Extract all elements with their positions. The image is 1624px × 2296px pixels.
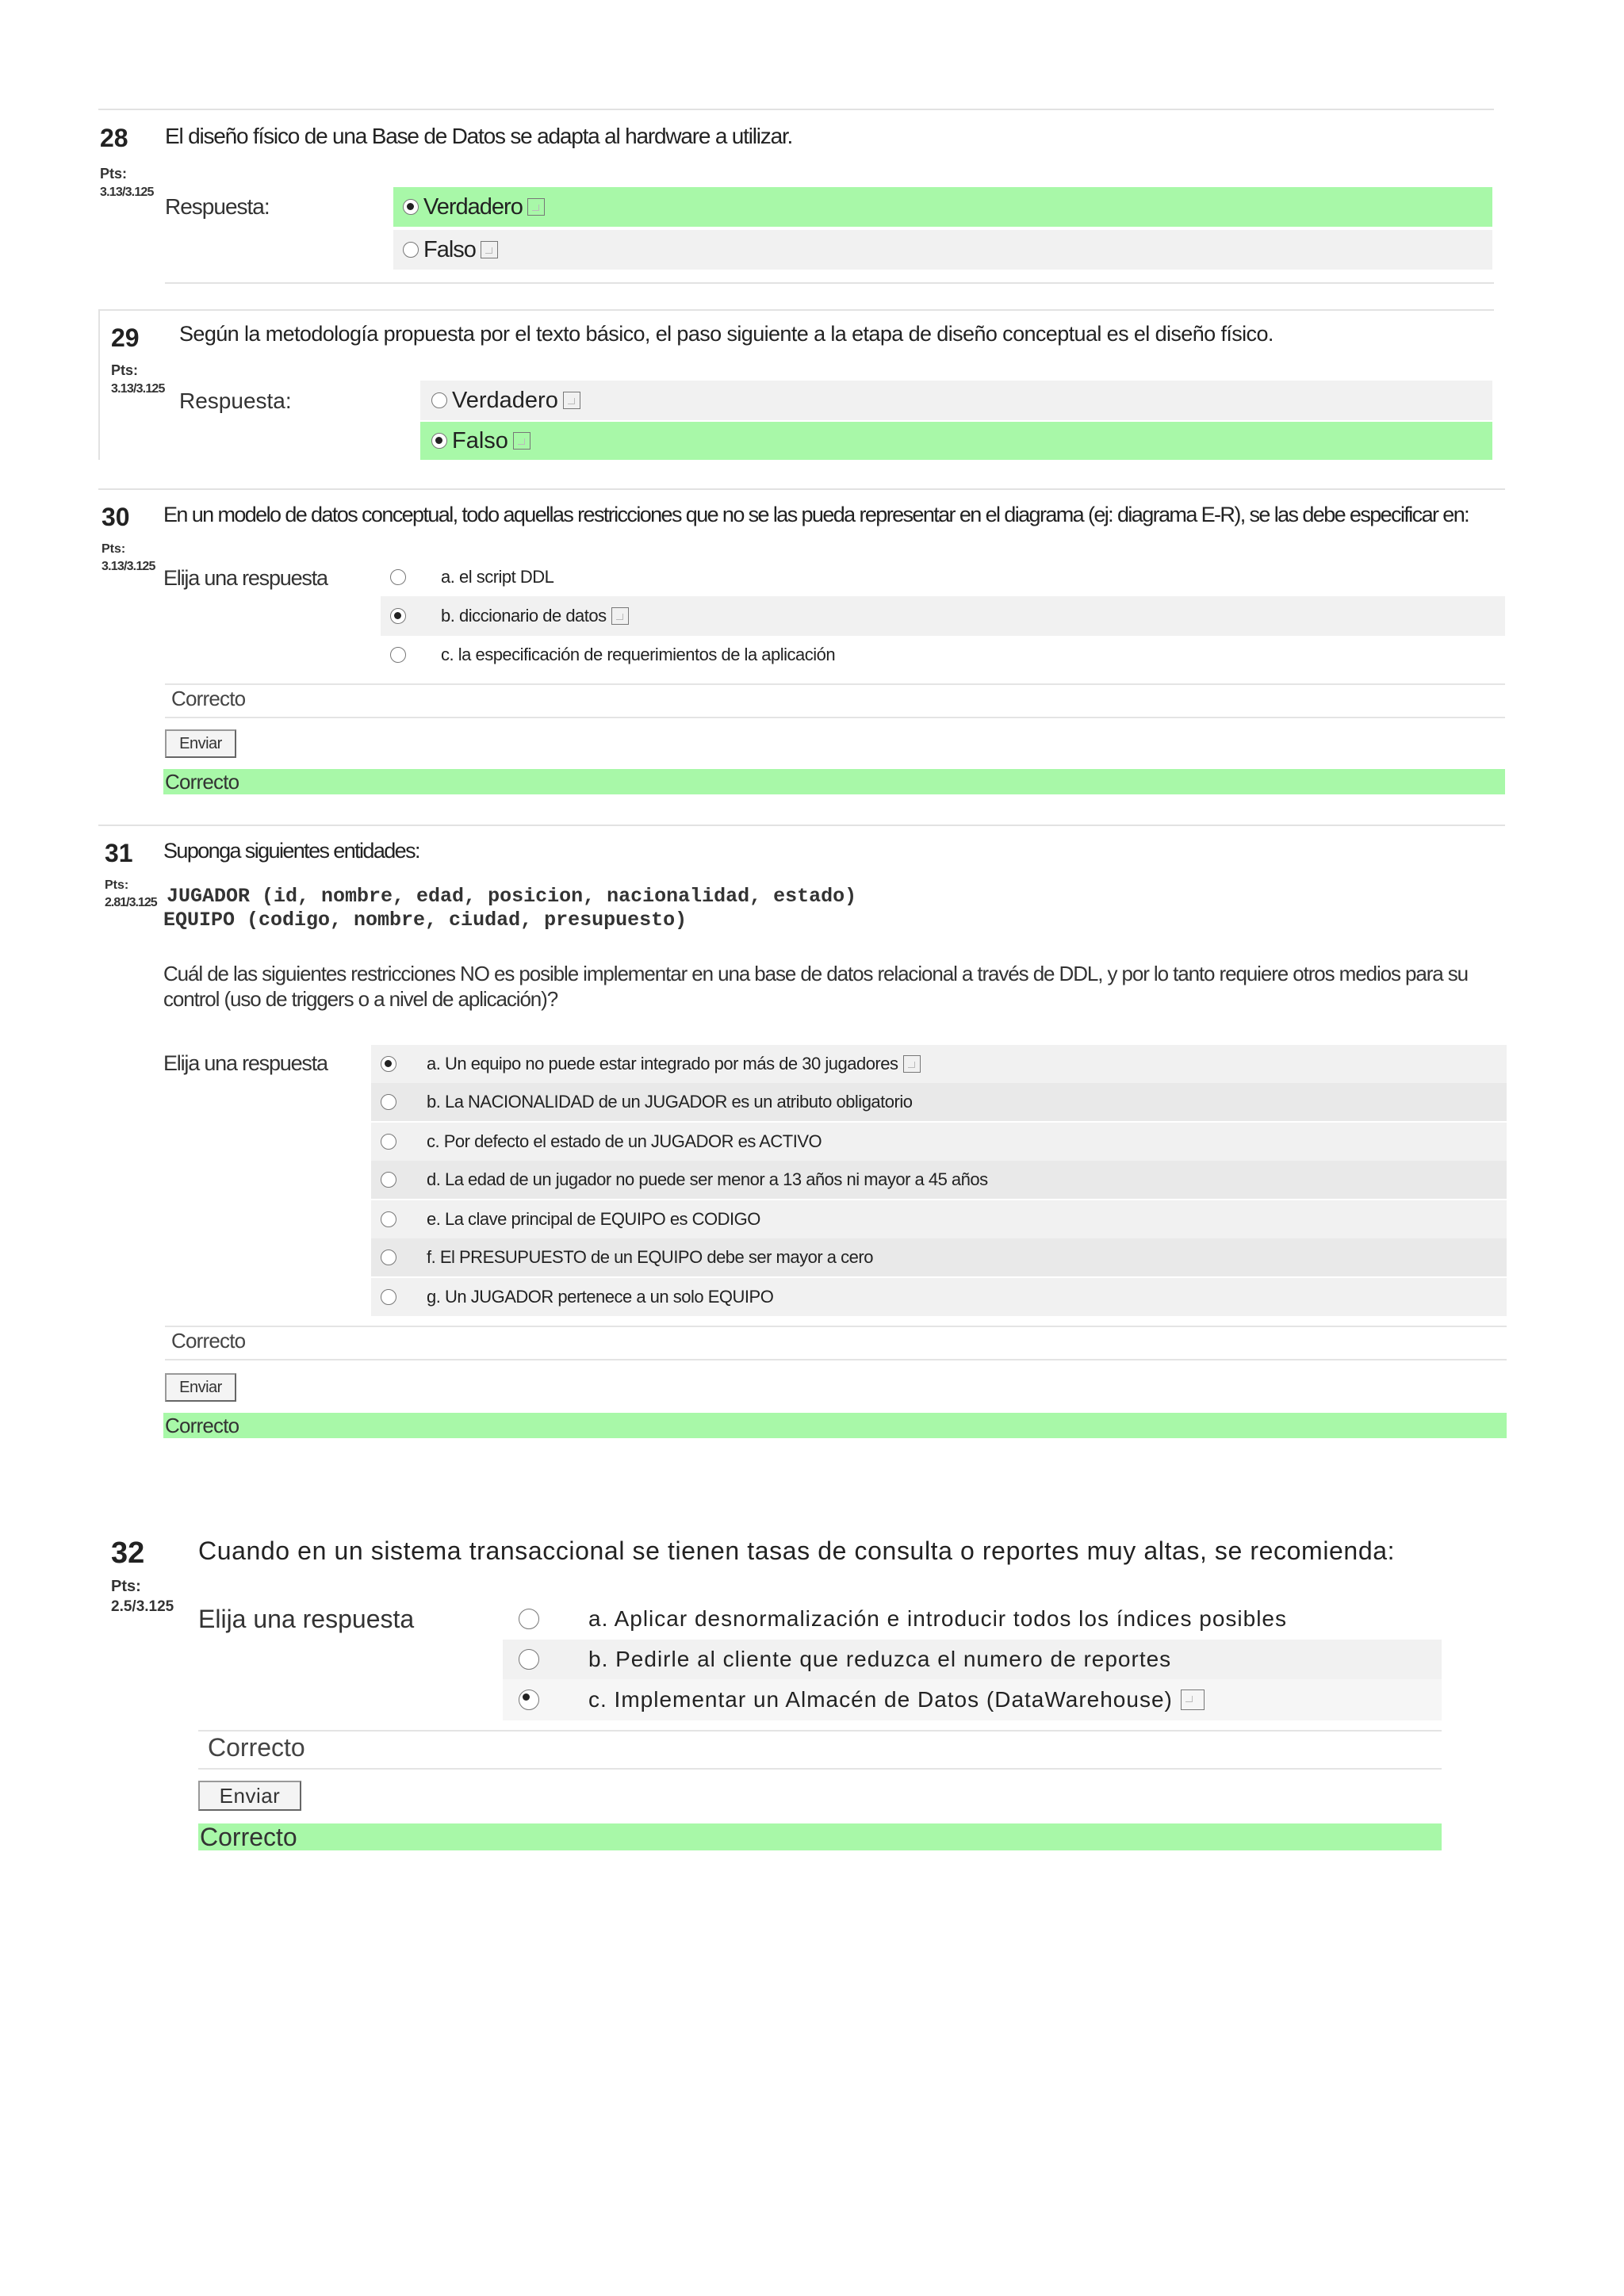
- question-text: Según la metodología propuesta por el texto básico, el paso siguiente a la etapa de diseño conceptual es el diseño físico.: [179, 322, 1274, 346]
- option-b[interactable]: [381, 596, 1505, 636]
- option-c[interactable]: [381, 636, 1505, 674]
- answer-label: Respuesta:: [165, 194, 270, 219]
- code-equipo: EQUIPO (codigo, nombre, ciudad, presupuesto): [163, 909, 688, 932]
- option-label: Falso: [452, 427, 508, 453]
- feedback-text: Correcto: [208, 1733, 305, 1762]
- points-value: 3.13/3.125: [102, 560, 155, 573]
- feedback-icon: [527, 198, 545, 216]
- points-label: Pts:: [111, 1578, 141, 1595]
- radio-button[interactable]: [381, 1134, 396, 1150]
- feedback-icon: [481, 241, 498, 258]
- result-bar: Correcto: [163, 769, 1505, 794]
- option-label: c. la especificación de requerimientos de la aplicación: [441, 645, 836, 664]
- answer-label: Elija una respuesta: [163, 566, 327, 590]
- question-text: Cuando en un sistema transaccional se tienen tasas de consulta o reportes muy altas, se recomienda:: [198, 1536, 1396, 1565]
- divider: [98, 109, 1494, 110]
- feedback-box: [165, 683, 1505, 718]
- radio-button[interactable]: [431, 392, 447, 408]
- option-falso[interactable]: [420, 422, 1492, 460]
- option-e[interactable]: [371, 1200, 1507, 1238]
- question-text: El diseño físico de una Base de Datos se adapta al hardware a utilizar.: [165, 124, 793, 148]
- option-verdadero[interactable]: [420, 381, 1492, 420]
- enviar-button[interactable]: Enviar: [198, 1781, 301, 1811]
- divider: [98, 488, 1505, 490]
- answer-label: Elija una respuesta: [163, 1051, 327, 1075]
- divider: [98, 309, 1494, 311]
- option-label: Falso: [423, 236, 476, 262]
- option-label: a. Un equipo no puede estar integrado por más de 30 jugadores: [427, 1054, 898, 1073]
- answer-label: Respuesta:: [179, 388, 292, 413]
- radio-button[interactable]: [431, 433, 447, 449]
- question-number: 32: [111, 1536, 145, 1570]
- radio-button[interactable]: [381, 1172, 396, 1188]
- answer-label: Elija una respuesta: [198, 1605, 415, 1633]
- question-border: [98, 309, 100, 460]
- option-c[interactable]: [371, 1123, 1507, 1161]
- radio-button[interactable]: [519, 1689, 539, 1710]
- option-label: c. Implementar un Almacén de Datos (DataWarehouse): [588, 1687, 1173, 1712]
- question-text: Suponga siguientes entidades:: [163, 839, 419, 863]
- radio-button[interactable]: [519, 1649, 539, 1670]
- radio-button[interactable]: [390, 569, 406, 585]
- feedback-box: [198, 1730, 1442, 1770]
- option-label: e. La clave principal de EQUIPO es CODIGO: [427, 1209, 760, 1229]
- feedback-icon: [903, 1055, 921, 1073]
- option-label: b. La NACIONALIDAD de un JUGADOR es un atributo obligatorio: [427, 1092, 913, 1112]
- option-b[interactable]: [503, 1640, 1442, 1679]
- option-label: d. La edad de un jugador no puede ser menor a 13 años ni mayor a 45 años: [427, 1169, 988, 1189]
- points-label: Pts:: [102, 542, 126, 556]
- feedback-icon: [513, 432, 530, 450]
- option-a[interactable]: [371, 1045, 1507, 1083]
- option-b[interactable]: [371, 1083, 1507, 1121]
- divider: [165, 282, 1494, 284]
- cropped-text-remnant: [198, 1853, 1229, 1856]
- result-bar: Correcto: [198, 1823, 1442, 1850]
- option-g[interactable]: [371, 1278, 1507, 1316]
- radio-button[interactable]: [381, 1056, 396, 1072]
- option-label: Verdadero: [423, 193, 523, 220]
- feedback-icon: [1181, 1689, 1205, 1710]
- cropped-text-remnant: [163, 1441, 956, 1445]
- option-label: f. El PRESUPUESTO de un EQUIPO debe ser mayor a cero: [427, 1247, 873, 1267]
- question-text: En un modelo de datos conceptual, todo aquellas restricciones que no se las pueda representar en el diagrama (ej: diagrama E-R), se las debe especificar en:: [163, 503, 1469, 526]
- option-label: b. diccionario de datos: [441, 606, 607, 626]
- points-value: 3.13/3.125: [111, 382, 165, 396]
- feedback-text: Correcto: [171, 1329, 246, 1353]
- option-label: a. el script DDL: [441, 567, 554, 587]
- radio-button[interactable]: [403, 242, 419, 258]
- points-value: 2.81/3.125: [105, 896, 157, 909]
- feedback-icon: [563, 392, 580, 409]
- points-label: Pts:: [111, 362, 139, 378]
- points-label: Pts:: [105, 878, 129, 892]
- code-jugador: JUGADOR (id, nombre, edad, posicion, nacionalidad, estado): [167, 885, 857, 908]
- option-label: a. Aplicar desnormalización e introducir todos los índices posibles: [588, 1606, 1287, 1631]
- question-number: 29: [111, 323, 140, 352]
- question-number: 28: [100, 124, 128, 152]
- result-bar: Correcto: [163, 1413, 1507, 1438]
- feedback-text: Correcto: [171, 687, 246, 710]
- radio-button[interactable]: [381, 1289, 396, 1305]
- points-value: 3.13/3.125: [100, 186, 154, 199]
- radio-button[interactable]: [381, 1211, 396, 1227]
- divider: [98, 825, 1505, 826]
- question-number: 31: [105, 839, 133, 867]
- question-number: 30: [102, 503, 130, 531]
- radio-button[interactable]: [390, 647, 406, 663]
- option-f[interactable]: [371, 1238, 1507, 1276]
- option-d[interactable]: [371, 1161, 1507, 1199]
- points-value: 2.5/3.125: [111, 1598, 174, 1615]
- option-c[interactable]: [503, 1679, 1442, 1720]
- feedback-box: [165, 1326, 1507, 1360]
- radio-button[interactable]: [390, 608, 406, 624]
- question-paragraph: Cuál de las siguientes restricciones NO es posible implementar en una base de datos relacional a través de DDL, y por lo tanto requiere otros medios para su control (uso de triggers o a nivel de aplicación)?: [163, 962, 1469, 1011]
- points-label: Pts:: [100, 166, 128, 182]
- option-verdadero[interactable]: [393, 187, 1492, 227]
- radio-button[interactable]: [403, 199, 419, 215]
- option-falso[interactable]: [393, 230, 1492, 270]
- feedback-icon: [611, 607, 629, 625]
- option-label: b. Pedirle al cliente que reduzca el numero de reportes: [588, 1647, 1172, 1671]
- enviar-button[interactable]: Enviar: [165, 729, 236, 758]
- radio-button[interactable]: [381, 1249, 396, 1265]
- option-a[interactable]: [381, 558, 1505, 596]
- radio-button[interactable]: [519, 1609, 539, 1629]
- option-a[interactable]: [503, 1598, 1442, 1640]
- radio-button[interactable]: [381, 1094, 396, 1110]
- enviar-button[interactable]: Enviar: [165, 1373, 236, 1402]
- option-label: Verdadero: [452, 387, 558, 413]
- option-label: g. Un JUGADOR pertenece a un solo EQUIPO: [427, 1287, 774, 1307]
- option-label: c. Por defecto el estado de un JUGADOR es ACTIVO: [427, 1131, 822, 1151]
